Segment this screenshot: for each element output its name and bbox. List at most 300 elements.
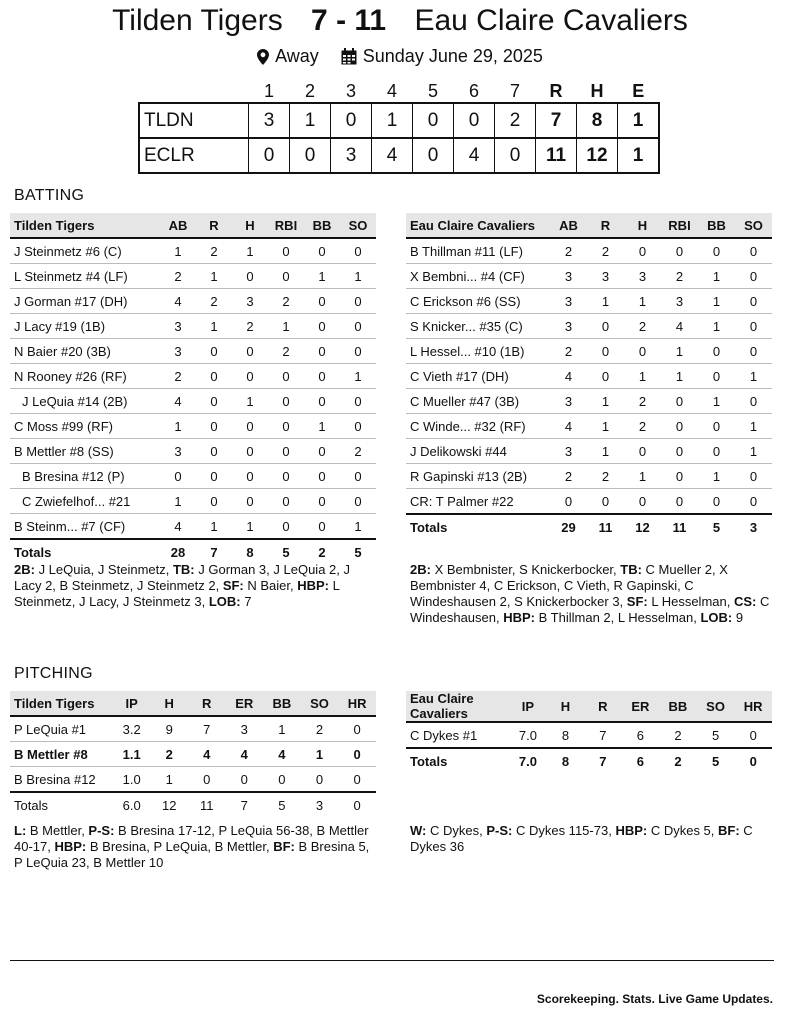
player-name: C Erickson #6 (SS): [406, 289, 550, 314]
stat-cell: 2: [659, 722, 697, 748]
stat-cell: 1: [661, 364, 698, 389]
stat-cell: 1: [263, 716, 301, 742]
stat-cell: 0: [304, 314, 340, 339]
stat-cell: 1: [735, 439, 772, 464]
totals-label: Totals: [406, 748, 509, 773]
player-row: [406, 264, 772, 289]
column-header-h: H: [150, 691, 188, 716]
stat-cell: 1: [698, 389, 735, 414]
stat-cell: 4: [160, 514, 196, 540]
note-text: L Hesselman,: [647, 594, 734, 609]
stat-cell: 3: [624, 264, 661, 289]
column-header-ip: IP: [509, 691, 547, 722]
stat-cell: 4: [226, 742, 264, 767]
stat-cell: 0: [735, 389, 772, 414]
stat-cell: 4: [188, 742, 226, 767]
totals-cell: 2: [659, 748, 697, 773]
stat-cell: 7.0: [509, 722, 547, 748]
note-label: HBP:: [297, 578, 330, 593]
stat-cell: 0: [340, 464, 376, 489]
final-score: 7 - 11: [311, 4, 387, 37]
player-row: [10, 264, 376, 289]
stat-cell: 0: [735, 339, 772, 364]
stat-cell: 0: [196, 414, 232, 439]
stat-cell: 3: [232, 289, 268, 314]
stat-cell: 4: [550, 414, 587, 439]
note-label: W:: [410, 823, 427, 838]
totals-cell: 8: [232, 539, 268, 564]
totals-cell: 5: [340, 539, 376, 564]
stat-cell: 1: [587, 439, 624, 464]
pitching-section-title: PITCHING: [14, 665, 93, 682]
inning-header: 4: [372, 80, 413, 103]
note-label: TB:: [620, 562, 642, 577]
note-label: LOB:: [208, 594, 241, 609]
column-header-rbi: RBI: [268, 213, 304, 238]
stat-cell: 9: [150, 716, 188, 742]
inning-runs: 4: [372, 138, 413, 173]
stat-cell: 0: [735, 289, 772, 314]
player-name: B Mettler #8: [10, 742, 113, 767]
totals-row: [10, 792, 376, 817]
batting-table-away: [10, 213, 376, 564]
totals-cell: 5: [268, 539, 304, 564]
stat-cell: 0: [304, 339, 340, 364]
player-row: [406, 339, 772, 364]
stat-cell: 0: [661, 489, 698, 515]
stat-cell: 2: [196, 238, 232, 264]
map-pin-icon: [257, 49, 269, 70]
stat-cell: 0: [196, 439, 232, 464]
stat-cell: 0: [587, 314, 624, 339]
header-row: [10, 691, 376, 716]
stat-cell: 0: [232, 339, 268, 364]
player-name: J Delikowski #44: [406, 439, 550, 464]
player-row: [10, 314, 376, 339]
totals-cell: 5: [697, 748, 735, 773]
stat-cell: 0: [624, 238, 661, 264]
stat-cell: 0: [338, 742, 376, 767]
stat-cell: 0: [304, 389, 340, 414]
stat-cell: 4: [550, 364, 587, 389]
stat-cell: 0: [268, 264, 304, 289]
player-name: J Steinmetz #6 (C): [10, 238, 160, 264]
player-row: [406, 722, 772, 748]
player-name: X Bembni... #4 (CF): [406, 264, 550, 289]
column-header-so: SO: [301, 691, 339, 716]
stat-cell: 3: [550, 439, 587, 464]
player-name: S Knicker... #35 (C): [406, 314, 550, 339]
stat-cell: 0: [698, 414, 735, 439]
inning-runs: 0: [249, 138, 290, 173]
stat-cell: 0: [232, 439, 268, 464]
stat-cell: 1: [735, 364, 772, 389]
note-text: B Bresina 5, P LeQuia 23, B Mettler 10: [14, 839, 370, 870]
totals-cell: 7: [584, 748, 621, 773]
inning-runs: 3: [331, 138, 372, 173]
player-name: L Steinmetz #4 (LF): [10, 264, 160, 289]
stat-cell: 0: [196, 489, 232, 514]
stat-cell: 3: [550, 314, 587, 339]
inning-header: 6: [454, 80, 495, 103]
player-name: J Gorman #17 (DH): [10, 289, 160, 314]
stat-cell: 4: [160, 289, 196, 314]
stat-cell: 1: [160, 414, 196, 439]
stat-cell: 0: [340, 289, 376, 314]
runs-header: R: [536, 80, 577, 103]
game-info: [0, 46, 800, 70]
team-name-header: Tilden Tigers: [10, 213, 160, 238]
totals-row: [10, 539, 376, 564]
stat-cell: 2: [550, 464, 587, 489]
stat-cell: 7: [584, 722, 621, 748]
totals-cell: 6.0: [113, 792, 151, 817]
home-team-name: Eau Claire Cavaliers: [414, 4, 688, 37]
stat-cell: 0: [661, 439, 698, 464]
stat-cell: 0: [263, 767, 301, 793]
game-title: [0, 4, 800, 38]
stat-cell: 1: [624, 289, 661, 314]
column-header-er: ER: [226, 691, 264, 716]
stat-cell: 2: [268, 339, 304, 364]
team-name-header: Eau Claire Cavaliers: [406, 213, 550, 238]
inning-header: 3: [331, 80, 372, 103]
stat-cell: 0: [304, 289, 340, 314]
player-row: [10, 289, 376, 314]
note-text: C Dykes,: [426, 823, 487, 838]
totals-cell: 11: [661, 514, 698, 539]
stat-cell: 0: [624, 489, 661, 515]
inning-runs: 1: [372, 103, 413, 138]
note-text: C Dykes 115-73,: [512, 823, 616, 838]
stat-cell: 1: [624, 364, 661, 389]
note-text: C Dykes 5,: [647, 823, 719, 838]
player-name: C Moss #99 (RF): [10, 414, 160, 439]
stat-cell: 1: [160, 238, 196, 264]
totals-cell: 28: [160, 539, 196, 564]
totals-cell: 7.0: [509, 748, 547, 773]
stat-cell: 1: [340, 364, 376, 389]
player-name: C Dykes #1: [406, 722, 509, 748]
player-row: [406, 464, 772, 489]
note-text: X Bembnister, S Knickerbocker,: [430, 562, 621, 577]
player-row: [10, 389, 376, 414]
note-text: 7: [240, 594, 252, 609]
player-row: [10, 464, 376, 489]
note-label: HBP:: [615, 823, 648, 838]
stat-cell: 0: [340, 389, 376, 414]
stat-cell: 1: [735, 414, 772, 439]
player-row: [406, 389, 772, 414]
stat-cell: 1.0: [113, 767, 151, 793]
inning-header: 5: [413, 80, 454, 103]
stat-cell: 4: [263, 742, 301, 767]
team-abbr: TLDN: [139, 103, 249, 138]
stat-cell: 0: [587, 339, 624, 364]
team-name-header: Eau Claire Cavaliers: [406, 691, 509, 722]
player-row: [10, 414, 376, 439]
stat-cell: 0: [698, 238, 735, 264]
stat-cell: 3: [160, 339, 196, 364]
stat-cell: 0: [232, 489, 268, 514]
stat-cell: 1: [150, 767, 188, 793]
player-row: [10, 339, 376, 364]
player-row: [406, 414, 772, 439]
player-row: [406, 238, 772, 264]
stat-cell: 0: [338, 716, 376, 742]
stat-cell: 0: [338, 767, 376, 793]
player-name: N Rooney #26 (RF): [10, 364, 160, 389]
player-name: C Zwiefelhof... #21: [10, 489, 160, 514]
total-errors: 1: [618, 103, 660, 138]
note-label: SF:: [222, 578, 244, 593]
team-abbr: ECLR: [139, 138, 249, 173]
player-row: [406, 364, 772, 389]
stat-cell: 0: [226, 767, 264, 793]
stat-cell: 0: [735, 238, 772, 264]
pitching-table-home: [406, 691, 772, 773]
stat-cell: 8: [547, 722, 584, 748]
column-header-ip: IP: [113, 691, 151, 716]
stat-cell: 0: [735, 314, 772, 339]
player-name: C Mueller #47 (3B): [406, 389, 550, 414]
away-team-name: Tilden Tigers: [112, 4, 283, 37]
inning-runs: 0: [331, 103, 372, 138]
stat-cell: 1: [301, 742, 339, 767]
inning-header: 2: [290, 80, 331, 103]
note-label: 2B:: [14, 562, 35, 577]
note-text: C Mueller 2, X Bembnister 4, C Erickson, C Vieth, R Gapinski, C Windeshausen 2, S Knickerbocker 3,: [410, 562, 728, 609]
stat-cell: 1: [196, 264, 232, 289]
totals-cell: 2: [304, 539, 340, 564]
stat-cell: 3: [160, 439, 196, 464]
inning-header: 1: [249, 80, 290, 103]
stat-cell: 0: [661, 414, 698, 439]
totals-label: Totals: [10, 792, 113, 817]
column-header-er: ER: [622, 691, 660, 722]
totals-cell: 7: [226, 792, 264, 817]
stat-cell: 0: [340, 339, 376, 364]
stat-cell: 2: [268, 289, 304, 314]
inning-runs: 2: [495, 103, 536, 138]
stat-cell: 1: [340, 264, 376, 289]
stat-cell: 1: [304, 264, 340, 289]
player-row: [10, 364, 376, 389]
stat-cell: 1: [232, 389, 268, 414]
column-header-so: SO: [697, 691, 735, 722]
stat-cell: 0: [735, 264, 772, 289]
stat-cell: 2: [160, 264, 196, 289]
stat-cell: 0: [340, 314, 376, 339]
totals-cell: 3: [735, 514, 772, 539]
stat-cell: 0: [340, 238, 376, 264]
note-text: J Gorman 3, J LeQuia 2, J Lacy 2, B Steinmetz, J Steinmetz 2,: [14, 562, 350, 593]
totals-cell: 12: [624, 514, 661, 539]
stat-cell: 2: [550, 339, 587, 364]
stat-cell: 0: [304, 464, 340, 489]
location-text: Away: [275, 46, 319, 66]
stat-cell: 0: [304, 238, 340, 264]
player-name: B Bresina #12 (P): [10, 464, 160, 489]
stat-cell: 2: [301, 716, 339, 742]
stat-cell: 0: [160, 464, 196, 489]
column-header-ab: AB: [160, 213, 196, 238]
player-row: [406, 314, 772, 339]
stat-cell: 0: [624, 439, 661, 464]
note-label: P-S:: [88, 823, 115, 838]
batting-notes-home: [410, 562, 772, 626]
note-text: B Bresina 17-12, P LeQuia 56-38, B Mettler 40-17,: [14, 823, 369, 854]
player-row: [10, 716, 376, 742]
player-name: B Bresina #12: [10, 767, 113, 793]
column-header-rbi: RBI: [661, 213, 698, 238]
column-header-h: H: [624, 213, 661, 238]
stat-cell: 1: [698, 314, 735, 339]
note-label: HBP:: [503, 610, 536, 625]
stat-cell: 2: [587, 238, 624, 264]
note-text: J LeQuia, J Steinmetz,: [34, 562, 173, 577]
column-header-r: R: [584, 691, 621, 722]
inning-runs: 0: [454, 103, 495, 138]
note-text: C Dykes 36: [410, 823, 753, 854]
stat-cell: 0: [587, 489, 624, 515]
note-label: TB:: [172, 562, 195, 577]
stat-cell: 0: [268, 464, 304, 489]
column-header-r: R: [587, 213, 624, 238]
total-hits: 12: [577, 138, 618, 173]
stat-cell: 0: [304, 489, 340, 514]
stat-cell: 0: [304, 439, 340, 464]
stat-cell: 0: [268, 389, 304, 414]
stat-cell: 0: [268, 414, 304, 439]
note-label: SF:: [626, 594, 648, 609]
stat-cell: 3.2: [113, 716, 151, 742]
stat-cell: 0: [301, 767, 339, 793]
stat-cell: 0: [188, 767, 226, 793]
stat-cell: 2: [196, 289, 232, 314]
stat-cell: 0: [196, 464, 232, 489]
stat-cell: 0: [232, 464, 268, 489]
stat-cell: 0: [268, 238, 304, 264]
totals-cell: 0: [338, 792, 376, 817]
note-label: HBP:: [54, 839, 87, 854]
column-header-bb: BB: [698, 213, 735, 238]
note-text: C Windeshausen,: [410, 594, 770, 625]
footer-divider: [10, 960, 774, 961]
player-row: [10, 439, 376, 464]
player-name: B Steinm... #7 (CF): [10, 514, 160, 540]
player-name: J LeQuia #14 (2B): [10, 389, 160, 414]
stat-cell: 1: [232, 238, 268, 264]
column-header-bb: BB: [659, 691, 697, 722]
note-label: P-S:: [486, 823, 513, 838]
calendar-icon: [341, 48, 357, 70]
footer-tagline: Scorekeeping. Stats. Live Game Updates.: [536, 992, 773, 1006]
totals-cell: 11: [587, 514, 624, 539]
total-errors: 1: [618, 138, 660, 173]
stat-cell: 1: [587, 289, 624, 314]
stat-cell: 3: [226, 716, 264, 742]
stat-cell: 1: [232, 514, 268, 540]
totals-cell: 6: [622, 748, 660, 773]
linescore-table: [138, 80, 660, 174]
note-label: LOB:: [700, 610, 733, 625]
note-text: N Baier,: [243, 578, 298, 593]
stat-cell: 4: [160, 389, 196, 414]
stat-cell: 0: [735, 489, 772, 515]
totals-cell: 3: [301, 792, 339, 817]
player-name: P LeQuia #1: [10, 716, 113, 742]
stat-cell: 0: [196, 389, 232, 414]
stat-cell: 0: [735, 464, 772, 489]
totals-label: Totals: [10, 539, 160, 564]
pitching-notes-away: [14, 823, 374, 871]
stat-cell: 0: [196, 364, 232, 389]
batting-notes-away: [14, 562, 379, 610]
stat-cell: 1: [196, 314, 232, 339]
column-header-ab: AB: [550, 213, 587, 238]
column-header-h: H: [232, 213, 268, 238]
stat-cell: 0: [232, 414, 268, 439]
stat-cell: 1: [698, 289, 735, 314]
stat-cell: 1: [587, 414, 624, 439]
player-name: C Winde... #32 (RF): [406, 414, 550, 439]
note-text: B Thillman 2, L Hesselman,: [535, 610, 701, 625]
stat-cell: 0: [624, 339, 661, 364]
stat-cell: 2: [550, 238, 587, 264]
player-name: J Lacy #19 (1B): [10, 314, 160, 339]
stat-cell: 0: [304, 514, 340, 540]
player-row: [406, 289, 772, 314]
inning-runs: 1: [290, 103, 331, 138]
total-hits: 8: [577, 103, 618, 138]
note-label: BF:: [273, 839, 295, 854]
totals-cell: 29: [550, 514, 587, 539]
stat-cell: 0: [340, 414, 376, 439]
stat-cell: 0: [734, 722, 772, 748]
stat-cell: 6: [622, 722, 660, 748]
stat-cell: 5: [697, 722, 735, 748]
stat-cell: 0: [268, 489, 304, 514]
stat-cell: 1.1: [113, 742, 151, 767]
stat-cell: 1: [304, 414, 340, 439]
stat-cell: 2: [160, 364, 196, 389]
stat-cell: 0: [232, 264, 268, 289]
total-runs: 7: [536, 103, 577, 138]
column-header-hr: HR: [338, 691, 376, 716]
stat-cell: 0: [304, 364, 340, 389]
totals-row: [406, 748, 772, 773]
stat-cell: 1: [624, 464, 661, 489]
column-header-hr: HR: [734, 691, 772, 722]
pitching-table-away: [10, 691, 376, 817]
stat-cell: 0: [698, 489, 735, 515]
stat-cell: 3: [661, 289, 698, 314]
player-name: B Thillman #11 (LF): [406, 238, 550, 264]
stat-cell: 2: [624, 414, 661, 439]
stat-cell: 0: [587, 364, 624, 389]
stat-cell: 0: [232, 364, 268, 389]
inning-runs: 0: [413, 103, 454, 138]
total-runs: 11: [536, 138, 577, 173]
stat-cell: 2: [340, 439, 376, 464]
stat-cell: 4: [661, 314, 698, 339]
totals-cell: 0: [734, 748, 772, 773]
stat-cell: 0: [661, 464, 698, 489]
stat-cell: 0: [550, 489, 587, 515]
column-header-bb: BB: [304, 213, 340, 238]
pitching-notes-home: [410, 823, 772, 855]
